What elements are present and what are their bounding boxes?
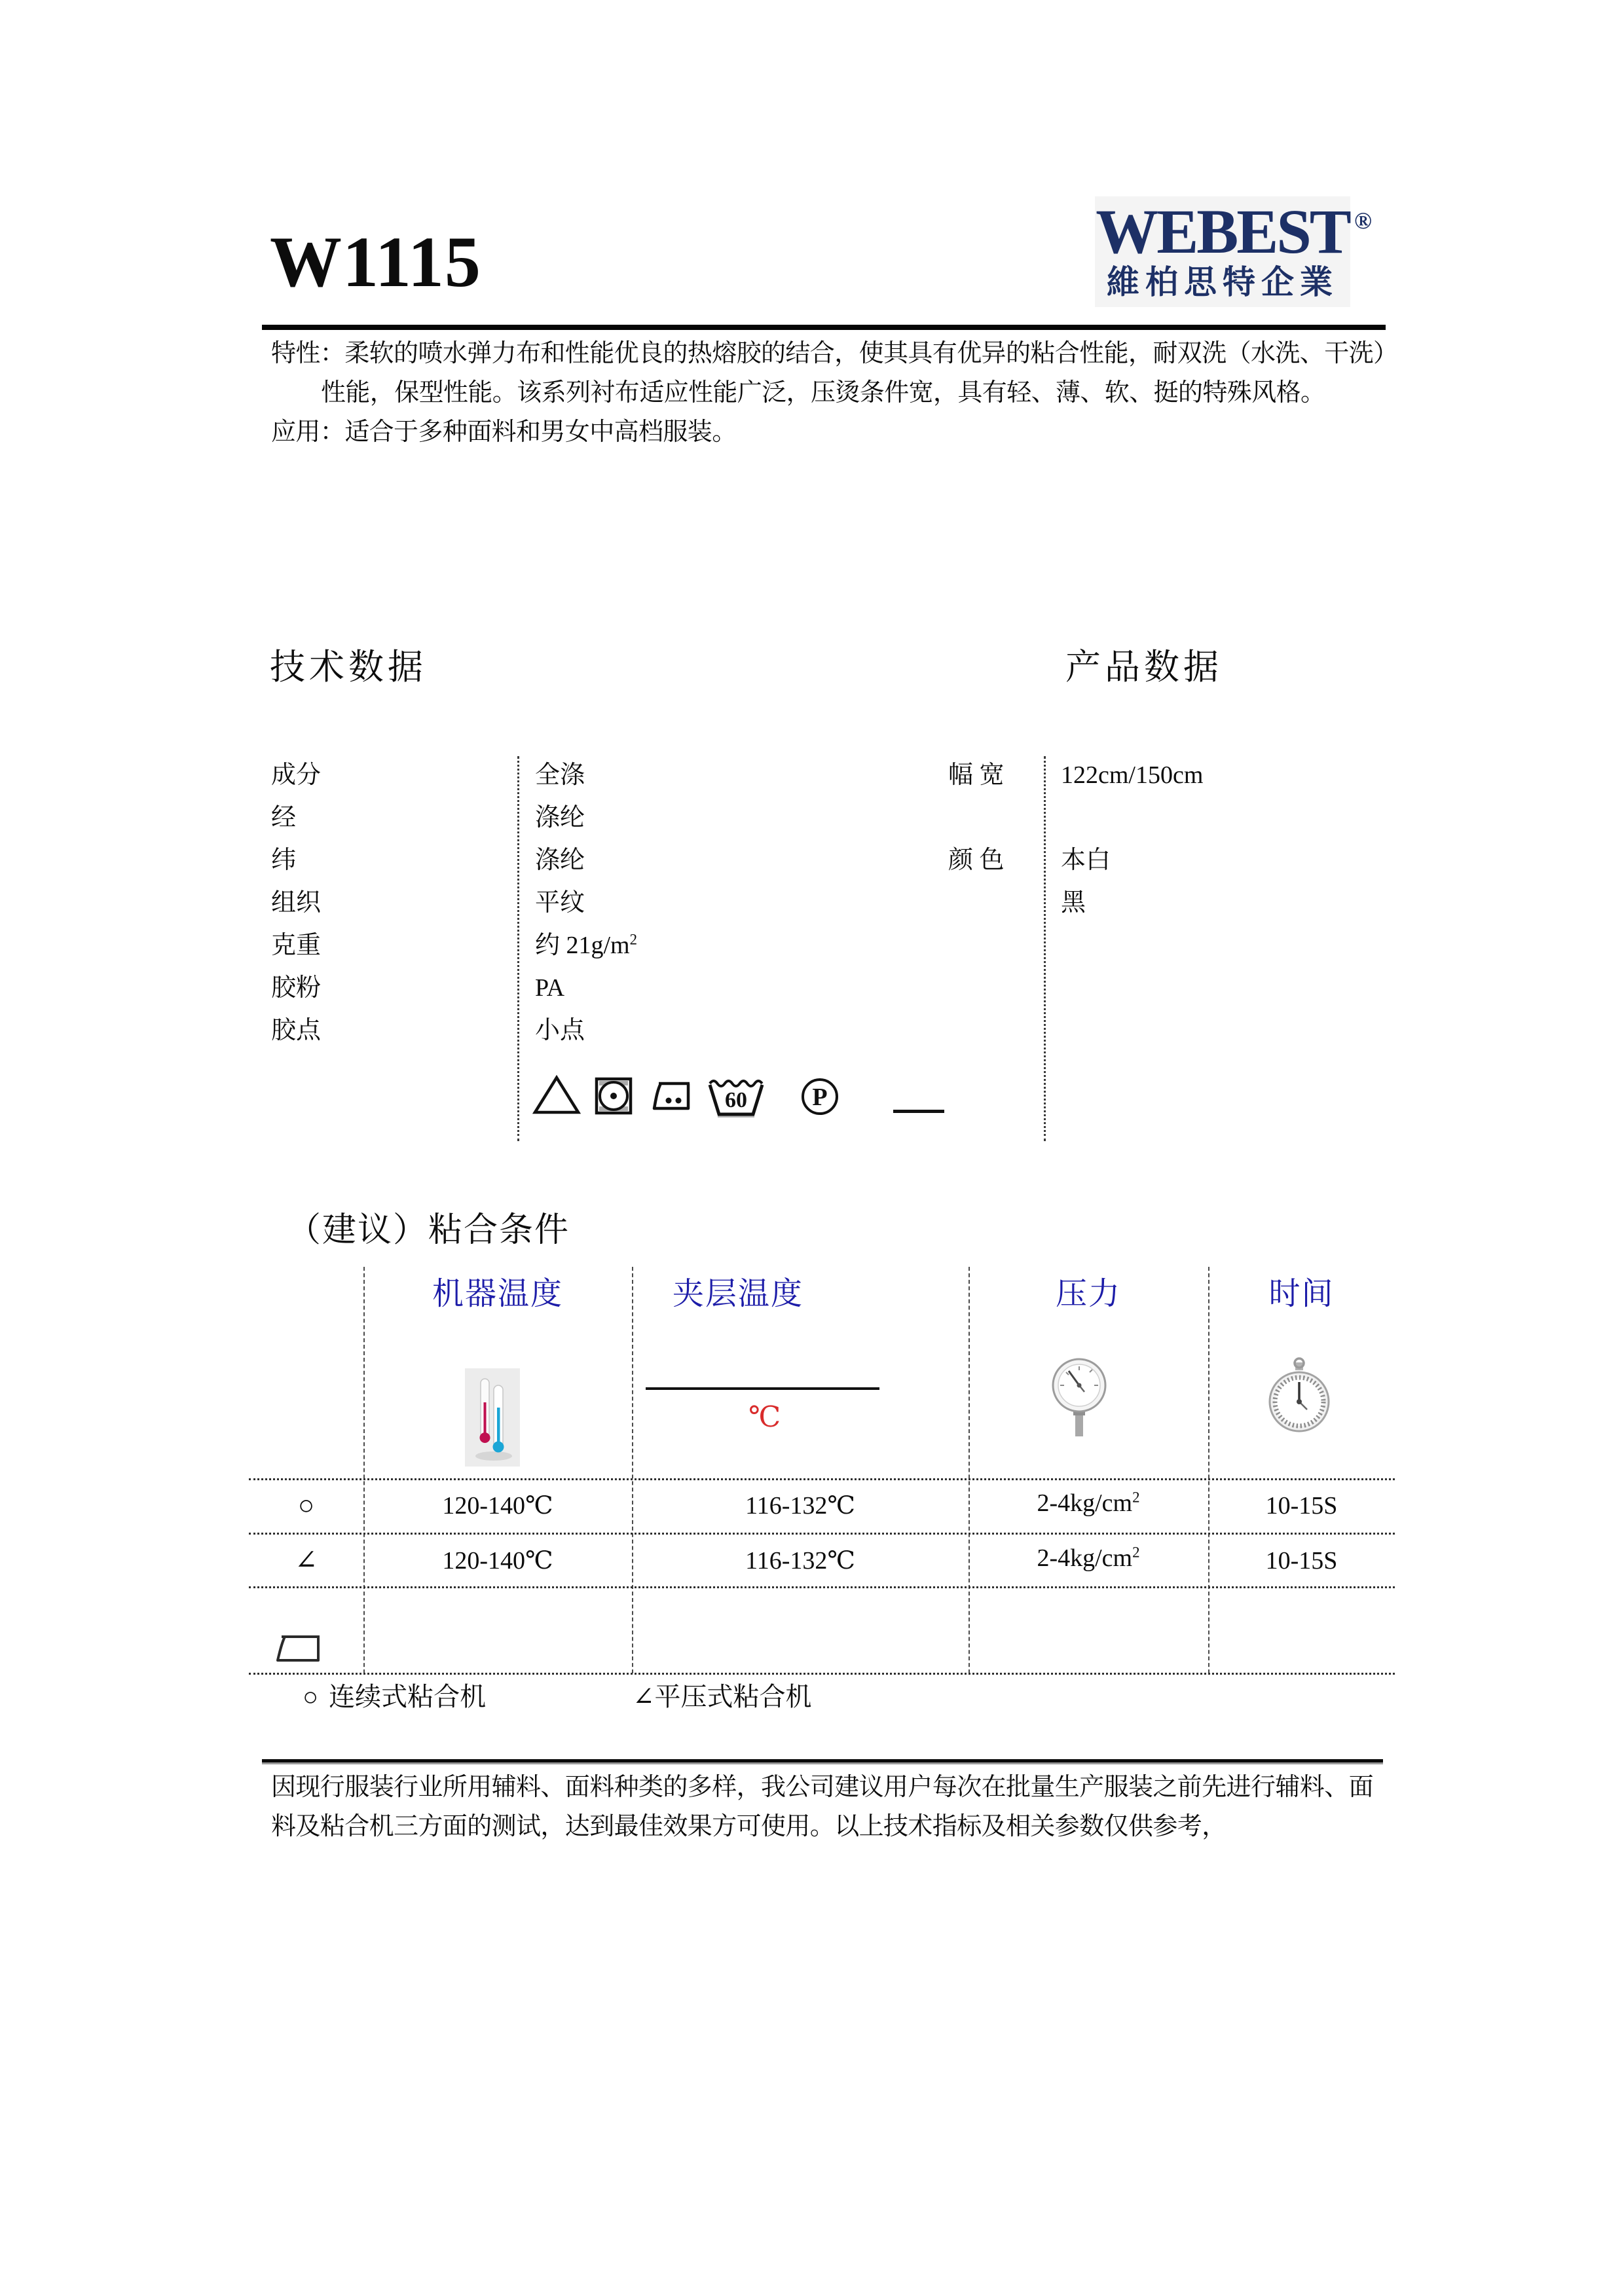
logo-brand-text: WEBEST (1096, 196, 1350, 266)
pressure-sup: 2 (1132, 1489, 1140, 1506)
color-value: 本白 (1061, 847, 1111, 874)
weight-value: 约 21g/m (535, 932, 630, 959)
application-line: 应用：适合于多种面料和男女中高档服装。 (271, 418, 737, 446)
header-divider-rule (262, 325, 1386, 330)
technical-data-values (535, 754, 637, 1052)
tech-value: PA (535, 974, 565, 1002)
tech-value: 平纹 (535, 889, 585, 917)
tech-label: 胶点 (271, 1017, 322, 1044)
empty-row (1061, 797, 1203, 839)
product-code: W1115 (270, 222, 481, 302)
row-pressure (969, 1487, 1208, 1519)
footer-line-1: 因现行服装行业所用辅料、面料种类的多样，我公司建议用户每次在批量生产服装之前先进行辅料、面 (271, 1774, 1374, 1801)
wash-temp-value: 60 (725, 1088, 747, 1112)
stopwatch-icon (1268, 1357, 1331, 1434)
celsius-label: ℃ (748, 1401, 781, 1433)
pressure-value: 2-4kg/cm (1037, 1544, 1133, 1572)
pressure-gauge-icon (1052, 1355, 1107, 1440)
column-header-pressure: 压力 (1055, 1277, 1121, 1311)
color-value: 黑 (1061, 889, 1086, 917)
pressure-sup: 2 (1132, 1544, 1140, 1561)
technical-data-labels (271, 754, 321, 1052)
tech-value: 涤纶 (535, 847, 585, 874)
row-pressure (969, 1542, 1208, 1574)
company-logo (1095, 196, 1350, 307)
row-machine-symbol: ○ (297, 1491, 315, 1521)
tech-label: 经 (271, 804, 297, 831)
feature-line-2: 性能，保型性能。该系列衬布适应性能广泛，压烫条件宽，具有轻、薄、软、挺的特殊风格。 (321, 379, 1325, 407)
column-header-time: 时间 (1268, 1277, 1335, 1311)
registered-trademark-icon: ® (1354, 208, 1372, 234)
tech-value-weight (535, 924, 637, 967)
row-time: 10-15S (1265, 1547, 1338, 1575)
angle-symbol: ∠ (633, 1682, 655, 1711)
table-column-line (632, 1267, 633, 1673)
liner-temp-line (646, 1387, 879, 1390)
underline-dash-icon (893, 1110, 944, 1113)
row-machine-temp: 120-140℃ (442, 1547, 553, 1575)
feature-line-1: 特性：柔软的喷水弹力布和性能优良的热熔胶的结合，使其具有优异的粘合性能，耐双洗（水洗、干洗） (271, 340, 1398, 367)
tech-label: 克重 (271, 932, 322, 959)
product-data-divider (1044, 756, 1046, 1141)
row-liner-temp: 116-132℃ (745, 1492, 855, 1520)
technical-data-divider (517, 756, 519, 1141)
table-row-line (249, 1478, 1395, 1480)
column-header-liner-temp: 夹层温度 (673, 1277, 804, 1311)
iron-two-dots-icon (650, 1078, 693, 1115)
product-data-values (1061, 754, 1203, 924)
circle-symbol: ○ (303, 1682, 319, 1711)
row-liner-temp: 116-132℃ (745, 1547, 855, 1575)
legend-flat-press (633, 1677, 812, 1717)
row-machine-symbol: ∠ (294, 1546, 318, 1576)
logo-company-name: 維柏思特企業 (1107, 264, 1338, 301)
weight-value-sup: 2 (629, 931, 638, 948)
bleach-triangle-icon (532, 1074, 581, 1115)
width-label: 幅 宽 (948, 761, 1005, 789)
wash-60-icon (706, 1076, 766, 1120)
tech-value: 全涤 (535, 761, 585, 789)
table-column-line (1208, 1267, 1209, 1673)
width-value: 122cm/150cm (1061, 761, 1204, 789)
tech-label: 胶粉 (271, 974, 322, 1002)
footer-divider-rule (262, 1759, 1383, 1764)
footer-line-2: 料及粘合机三方面的测试，达到最佳效果方可使用。以上技术指标及相关参数仅供参考， (271, 1813, 1227, 1840)
intro-paragraph (271, 334, 1401, 452)
legend-label: 连续式粘合机 (329, 1682, 487, 1711)
table-row-line (249, 1586, 1395, 1588)
technical-data-title: 技术数据 (270, 647, 427, 687)
footer-disclaimer (271, 1768, 1401, 1846)
row-time: 10-15S (1265, 1492, 1338, 1520)
tech-label: 成分 (271, 761, 322, 789)
column-header-machine-temp: 机器温度 (432, 1277, 563, 1311)
iron-press-icon (274, 1630, 325, 1667)
empty-row (948, 797, 1005, 839)
dry-clean-p-icon (800, 1077, 840, 1116)
tech-value: 涤纶 (535, 804, 585, 831)
table-row-line (249, 1673, 1395, 1675)
bonding-conditions-title: （建议）粘合条件 (287, 1212, 570, 1249)
dry-clean-letter: P (812, 1084, 828, 1111)
legend-continuous-press (303, 1677, 486, 1717)
table-row-line (249, 1533, 1395, 1535)
product-data-title: 产品数据 (1065, 647, 1223, 687)
row-machine-temp: 120-140℃ (442, 1492, 553, 1520)
pressure-value: 2-4kg/cm (1037, 1489, 1133, 1517)
tech-label: 组织 (271, 889, 322, 917)
color-label: 颜 色 (948, 847, 1005, 874)
tech-label: 纬 (271, 847, 297, 874)
product-data-labels (948, 754, 1005, 882)
table-column-line (363, 1267, 365, 1673)
thermometer-icon (465, 1368, 520, 1467)
table-column-line (969, 1267, 970, 1673)
legend-label: 平压式粘合机 (654, 1682, 812, 1711)
tech-value: 小点 (535, 1017, 585, 1044)
tumble-dry-icon (595, 1077, 633, 1115)
